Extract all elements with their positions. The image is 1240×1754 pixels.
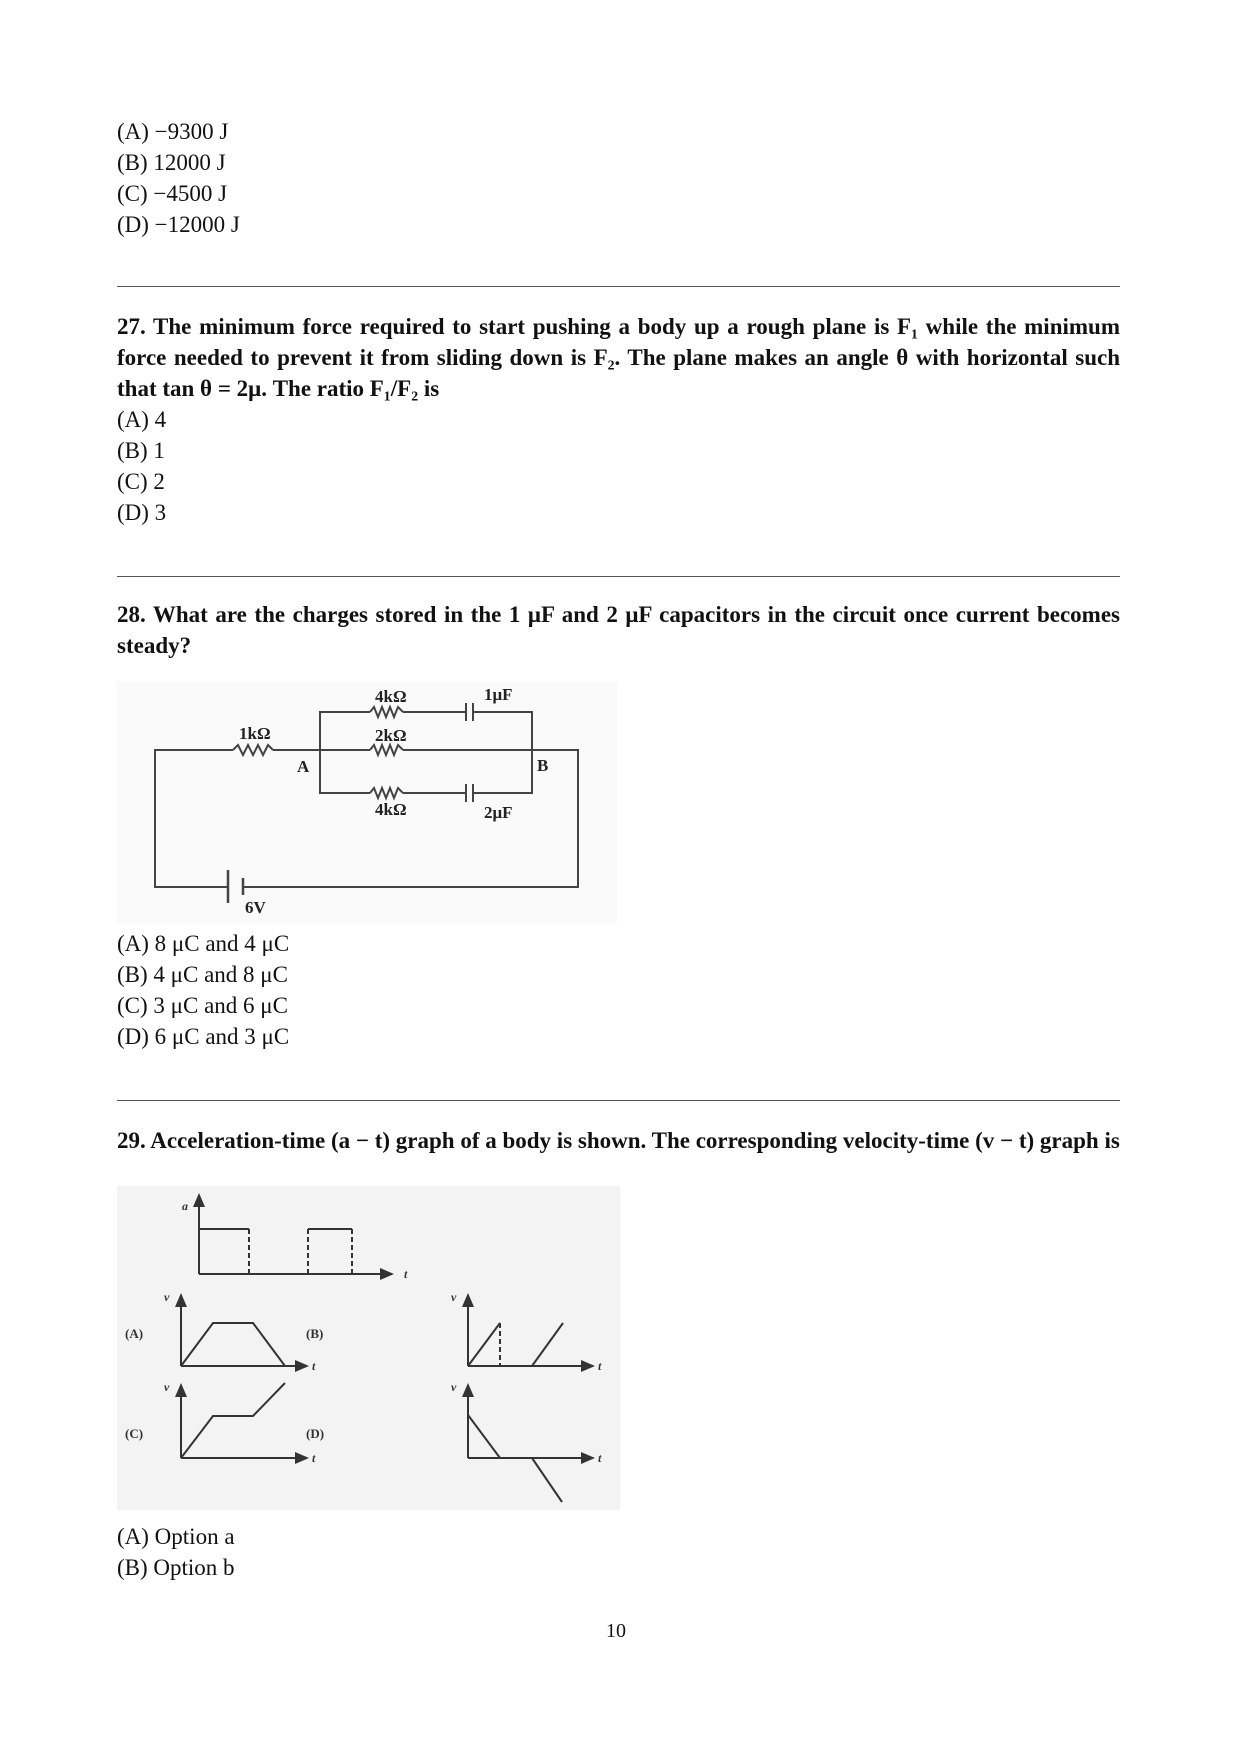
label-1k: 1kΩ [239,724,271,743]
label-1uf: 1μF [484,685,513,704]
axis-label-t: t [312,1451,316,1465]
q27-option-d: (D) 3 [117,500,167,525]
axis-label-a: a [182,1199,188,1213]
question-29 [117,1125,1120,1156]
q28-option-d: (D) 6 μC and 3 μC [117,1024,290,1049]
page-number: 10 [606,1620,626,1642]
q29-options [117,1521,1120,1583]
axis-label-v: v [451,1290,457,1304]
question-29-text: 29. Acceleration-time (a − t) graph of a body is shown. The corresponding velocity-time (v − t) graph is [117,1128,1120,1153]
axis-label-v: v [451,1380,457,1394]
graph-label-c: (C) [125,1426,144,1441]
label-2k: 2kΩ [375,726,407,745]
q26-option-a: (A) −9300 J [117,119,229,144]
axis-label-v: v [164,1290,170,1304]
axis-label-t: t [312,1359,316,1373]
label-4k-top: 4kΩ [375,687,407,706]
question-28-text: 28. What are the charges stored in the 1 μF and 2 μF capacitors in the circuit once current becomes steady? [117,602,1120,658]
q28-option-c: (C) 3 μC and 6 μC [117,993,288,1018]
q26-options [117,116,1120,240]
axis-label-v: v [164,1380,170,1394]
q26-option-b: (B) 12000 J [117,150,226,175]
label-battery: 6V [245,898,266,917]
label-4k-bottom: 4kΩ [375,800,407,819]
label-2uf: 2μF [484,803,513,822]
question-27 [117,311,1120,528]
q28-options [117,928,1120,1052]
q28-option-a: (A) 8 μC and 4 μC [117,931,290,956]
q26-option-c: (C) −4500 J [117,181,228,206]
axis-label-t: t [598,1451,602,1465]
graph-label-b: (B) [306,1326,324,1341]
node-a: A [297,757,310,776]
q27-option-c: (C) 2 [117,469,165,494]
graph-label-d: (D) [306,1426,325,1441]
q29-option-a: (A) Option a [117,1524,235,1549]
circuit-diagram [117,681,617,923]
q26-option-d: (D) −12000 J [117,212,240,237]
graph-label-a: (A) [125,1326,144,1341]
divider [117,286,1120,287]
q28-option-b: (B) 4 μC and 8 μC [117,962,288,987]
q27-option-a: (A) 4 [117,407,167,432]
divider [117,1100,1120,1101]
question-28 [117,599,1120,661]
motion-graphs [117,1186,620,1510]
q29-option-b: (B) Option b [117,1555,235,1580]
q27-option-b: (B) 1 [117,438,165,463]
axis-label-t: t [598,1359,602,1373]
divider [117,576,1120,577]
axis-label-t: t [404,1267,408,1281]
question-27-text: 27. The minimum force required to start pushing a body up a rough plane is F₁ while the minimum force needed to prevent it from sliding down is F₂. The plane makes an angle θ with horizontal such that tan θ = 2μ. The ratio F₁/F₂ is [117,314,1120,401]
node-b: B [537,756,549,775]
